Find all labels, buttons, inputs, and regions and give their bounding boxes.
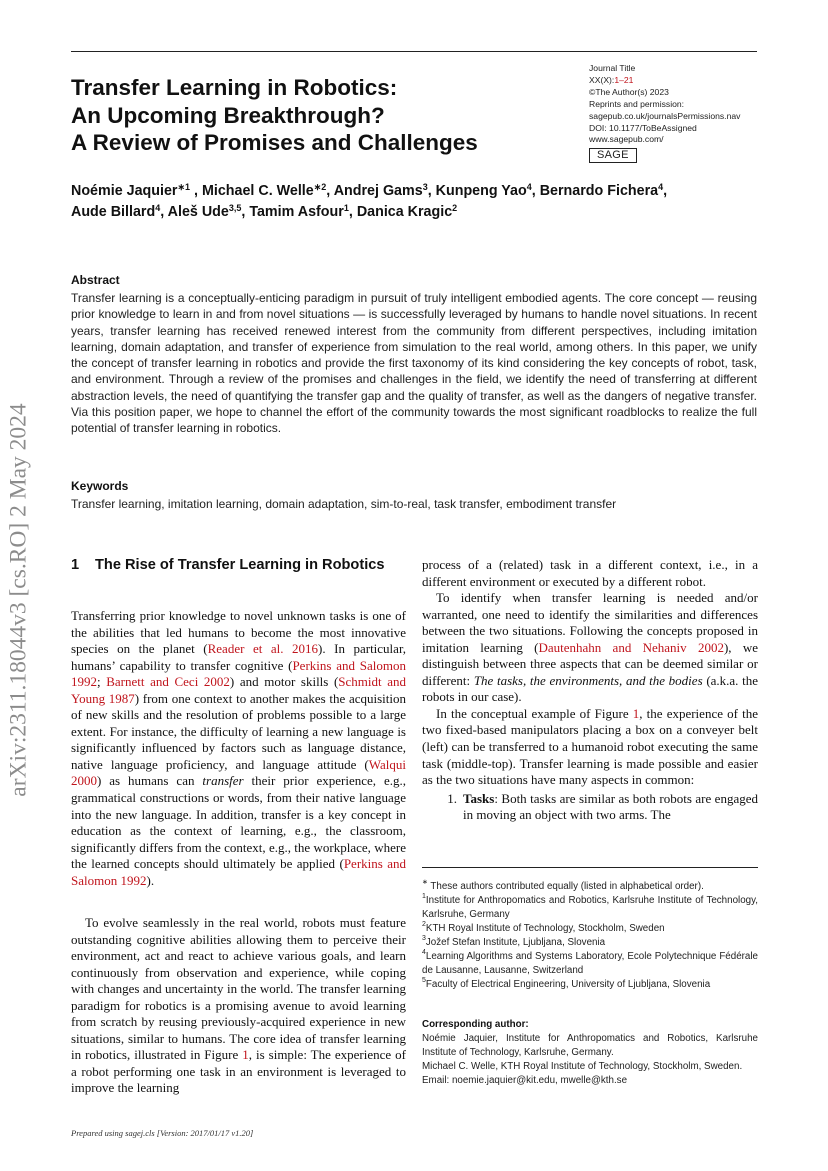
- authors-line: Noémie Jaquier$^{∗1}$ , Michael C. Welle$^{∗2}$, Andrej Gams$^3$, Kunpeng Yao$^4$, Bernardo Fichera$^4$,: [71, 182, 668, 199]
- journal-website[interactable]: www.sagepub.com/: [589, 134, 664, 145]
- author-list: [71, 181, 761, 222]
- section-title: The Rise of Transfer Learning in Robotics: [95, 557, 385, 573]
- journal-volume: XX(X):1–21: [589, 74, 634, 85]
- body-column-left-bottom: [71, 915, 406, 1097]
- author-affiliation-mark: 3,5: [228, 202, 242, 213]
- footnote-mark: 2: [422, 921, 426, 928]
- list-item: [422, 791, 758, 824]
- footnote-mark: 1: [422, 893, 426, 900]
- citation-link[interactable]: 1: [632, 705, 640, 721]
- footnote-mark: 5: [422, 977, 426, 984]
- footnote: $^4$Learning Algorithms and Systems Laboratory, Ecole Polytechnique Fédérale de Lausanne, Lausanne, Switzerland: [422, 949, 758, 976]
- journal-info: [589, 63, 789, 163]
- author-name: Andrej Gams: [333, 183, 423, 199]
- list-item-text: : Both tasks are similar as both robots are engaged in moving an object with two arms. The: [463, 790, 758, 823]
- corresponding-author: [422, 1032, 758, 1088]
- paragraph: To evolve seamlessly in the real world, robots must feature outstanding cognitive abilities allowing them to perceive their environment, act and react to achieve various goals, and learn continuously from observation and experience, while coping with changes and uncertainty in the world. The transfer learning paradigm for robotics is a promising avenue to avoid learning from scratch by reusing previously-acquired experience in new situations, similar to humans. The core idea of transfer learning in robotics, illustrated in Figure 1, is simple: The experience of a robot performing one task in an environment is leveraged to improve the learning: [71, 915, 406, 1096]
- journal-doi: DOI: 10.1177/ToBeAssigned: [589, 122, 697, 133]
- body-column-left-top: [71, 608, 406, 889]
- citation-link[interactable]: Dautenhahn and Nehaniv 2002: [538, 639, 724, 655]
- footnote-mark: 3: [422, 935, 426, 942]
- author-affiliation-mark: 1: [343, 202, 349, 213]
- corresponding-line: Email: noemie.jaquier@kit.edu, mwelle@kth.se: [422, 1075, 628, 1086]
- footnote-mark: ∗: [422, 879, 428, 886]
- footnote: $^2$KTH Royal Institute of Technology, Stockholm, Sweden: [422, 921, 665, 934]
- author-affiliation-mark: ∗2: [313, 182, 327, 192]
- footer-prepared: Prepared using sagej.cls [Version: 2017/01/17 v1.20]: [71, 1128, 254, 1138]
- author-name: Danica Kragic: [356, 203, 453, 220]
- cls-link[interactable]: sagej.cls: [125, 1128, 155, 1138]
- title-line: Transfer Learning in Robotics:: [71, 75, 398, 100]
- arxiv-stamp-text: arXiv:2311.18044v3 [cs.RO] 2 May 2024: [5, 403, 32, 797]
- author-affiliation-mark: 4: [155, 202, 161, 213]
- corresponding-line: Michael C. Welle, KTH Royal Institute of Technology, Stockholm, Sweden.: [422, 1061, 743, 1072]
- paragraph: Transferring prior knowledge to novel unknown tasks is one of the abilities that led humans to become the most innovative species on the planet (Reader et al. 2016). In particular, humans’ capability to transfer cognitive (Perkins and Salomon 1992; Barnett and Ceci 2002) and motor skills (Schmidt and Young 1987) from one context to another makes the acquisition of new skills and the resolution of problems possible to a large extent. For instance, the difficulty of learning a new language is significantly influenced by factors such as language distance, native language proficiency, and language attitude (Walqui 2000) as humans can transfer their prior experience, e.g., grammatical constructions or words, from their native language into the new language. In addition, transfer is a key concept in education as the context of learning, e.g., the classroom, significantly differs from the context, e.g., the workplace, where the learned concepts should ultimately be applied (Perkins and Salomon 1992).: [71, 608, 407, 888]
- body-column-right: [422, 557, 758, 824]
- keywords-heading: Keywords: [71, 479, 129, 493]
- author-name: Noémie Jaquier: [71, 183, 178, 199]
- citation-link[interactable]: Barnett and Ceci 2002: [106, 674, 230, 690]
- footnote: $^5$Faculty of Electrical Engineering, University of Ljubljana, Slovenia: [422, 977, 711, 990]
- author-name: Kunpeng Yao: [435, 183, 527, 199]
- abstract-heading: Abstract: [71, 273, 120, 287]
- author-affiliation-mark: 2: [452, 202, 458, 213]
- corresponding-heading: Corresponding author:: [422, 1019, 529, 1030]
- journal-pages[interactable]: 1–21: [614, 74, 634, 85]
- author-name: Aude Billard: [71, 203, 156, 220]
- journal-copyright: ©The Author(s) 2023: [589, 86, 669, 97]
- abstract-text: Transfer learning is a conceptually-enticing paradigm in pursuit of truly intelligent embodied agents. The core concept — reusing prior knowledge to learn in and from novel situations — is successfully leveraged by humans to handle novel situations. In recent years, transfer learning has received renewed interest from the community from different perspectives, including imitation learning, domain adaptation, and transfer of experience from simulation to the real world, among others. In this paper, we unify the concept of transfer learning in robotics and provide the first taxonomy of its kind considering the key concepts of robot, task, and environment. Through a review of the promises and challenges in the field, we identify the need of transferring at different abstraction levels, the need of quantifying the transfer gap and the quality of transfer, as well as the dangers of negative transfer. Via this position paper, we hope to channel the effort of the community towards the most significant roadblocks to realize the full potential of transfer learning in robotics.: [71, 291, 757, 436]
- journal-reprints: Reprints and permission:: [589, 98, 685, 109]
- citation-link[interactable]: Perkins and Salomon 1992: [71, 856, 407, 888]
- footnote: $^3$Jožef Stefan Institute, Ljubljana, Slovenia: [422, 935, 606, 948]
- footnote-mark: 4: [422, 949, 426, 956]
- list-item-number: 1.: [447, 790, 457, 806]
- journal-reprints-url[interactable]: sagepub.co.uk/journalsPermissions.nav: [589, 110, 741, 121]
- corresponding-line: Noémie Jaquier, Institute for Anthropomatics and Robotics, Karlsruhe Institute of Technology, Karlsruhe, Germany.: [422, 1033, 758, 1058]
- footnote: $^1$Institute for Anthropomatics and Robotics, Karlsruhe Institute of Technology, Karlsruhe, Germany: [422, 893, 758, 920]
- author-affiliation-mark: 4: [526, 182, 532, 192]
- header-rule: [71, 51, 757, 52]
- author-name: Michael C. Welle: [201, 183, 314, 199]
- emphasis: transfer: [202, 773, 244, 789]
- sage-logo: SAGE: [589, 148, 637, 163]
- paper-title: [71, 74, 571, 157]
- emphasis: The tasks, the environments, and the bodies: [473, 672, 703, 688]
- author-affiliation-mark: ∗1: [177, 182, 191, 192]
- author-name: Tamim Asfour: [249, 203, 344, 220]
- journal-title: Journal Title: [589, 63, 636, 73]
- section-heading: [71, 555, 406, 575]
- title-line: A Review of Promises and Challenges: [71, 130, 478, 155]
- citation-link[interactable]: Schmidt and Young 1987: [71, 674, 407, 706]
- author-affiliation-mark: 4: [658, 182, 664, 192]
- author-affiliation-mark: 3: [422, 182, 428, 192]
- paragraph: process of a (related) task in a different context, i.e., in a different environment or executed by a different robot.: [422, 557, 758, 589]
- keywords-text: Transfer learning, imitation learning, domain adaptation, sim-to-real, task transfer, embodiment transfer: [71, 497, 617, 511]
- section-number: 1: [71, 557, 80, 573]
- citation-link[interactable]: Reader et al. 2016: [207, 641, 319, 657]
- list-item-bold: Tasks: [463, 790, 495, 806]
- title-line: An Upcoming Breakthrough?: [71, 102, 385, 128]
- citation-link[interactable]: Walqui 2000: [71, 756, 406, 789]
- author-name: Bernardo Fichera: [539, 183, 659, 199]
- citation-link[interactable]: 1: [242, 1047, 249, 1063]
- affiliations-footnotes: [422, 880, 758, 992]
- citation-link[interactable]: Perkins and Salomon 1992: [71, 657, 406, 690]
- paragraph: To identify when transfer learning is needed and/or warranted, one need to identify the similarities and differences between the two situations. Following the concepts proposed in imitation learning (Dautenhahn and Nehaniv 2002), we distinguish between three aspects that can be deemed similar or different: The tasks, the environments, and the bodies (a.k.a. the robots in our case).: [422, 590, 758, 705]
- footnote: ∗ These authors contributed equally (listed in alphabetical order).: [422, 879, 704, 892]
- paragraph: In the conceptual example of Figure 1, the experience of the two fixed-based manipulators placing a box on a conveyer belt (left) can be transferred to a humanoid robot executing the same task (middle-top). Transfer learning is made possible and easier as the two situations have many aspects in common:: [422, 705, 758, 788]
- authors-line: Aude Billard$^4$, Aleš Ude$^{3,5}$, Tamim Asfour$^1$, Danica Kragic$^2$: [71, 202, 458, 220]
- author-name: Aleš Ude: [167, 203, 229, 220]
- footnote-rule: [422, 867, 758, 868]
